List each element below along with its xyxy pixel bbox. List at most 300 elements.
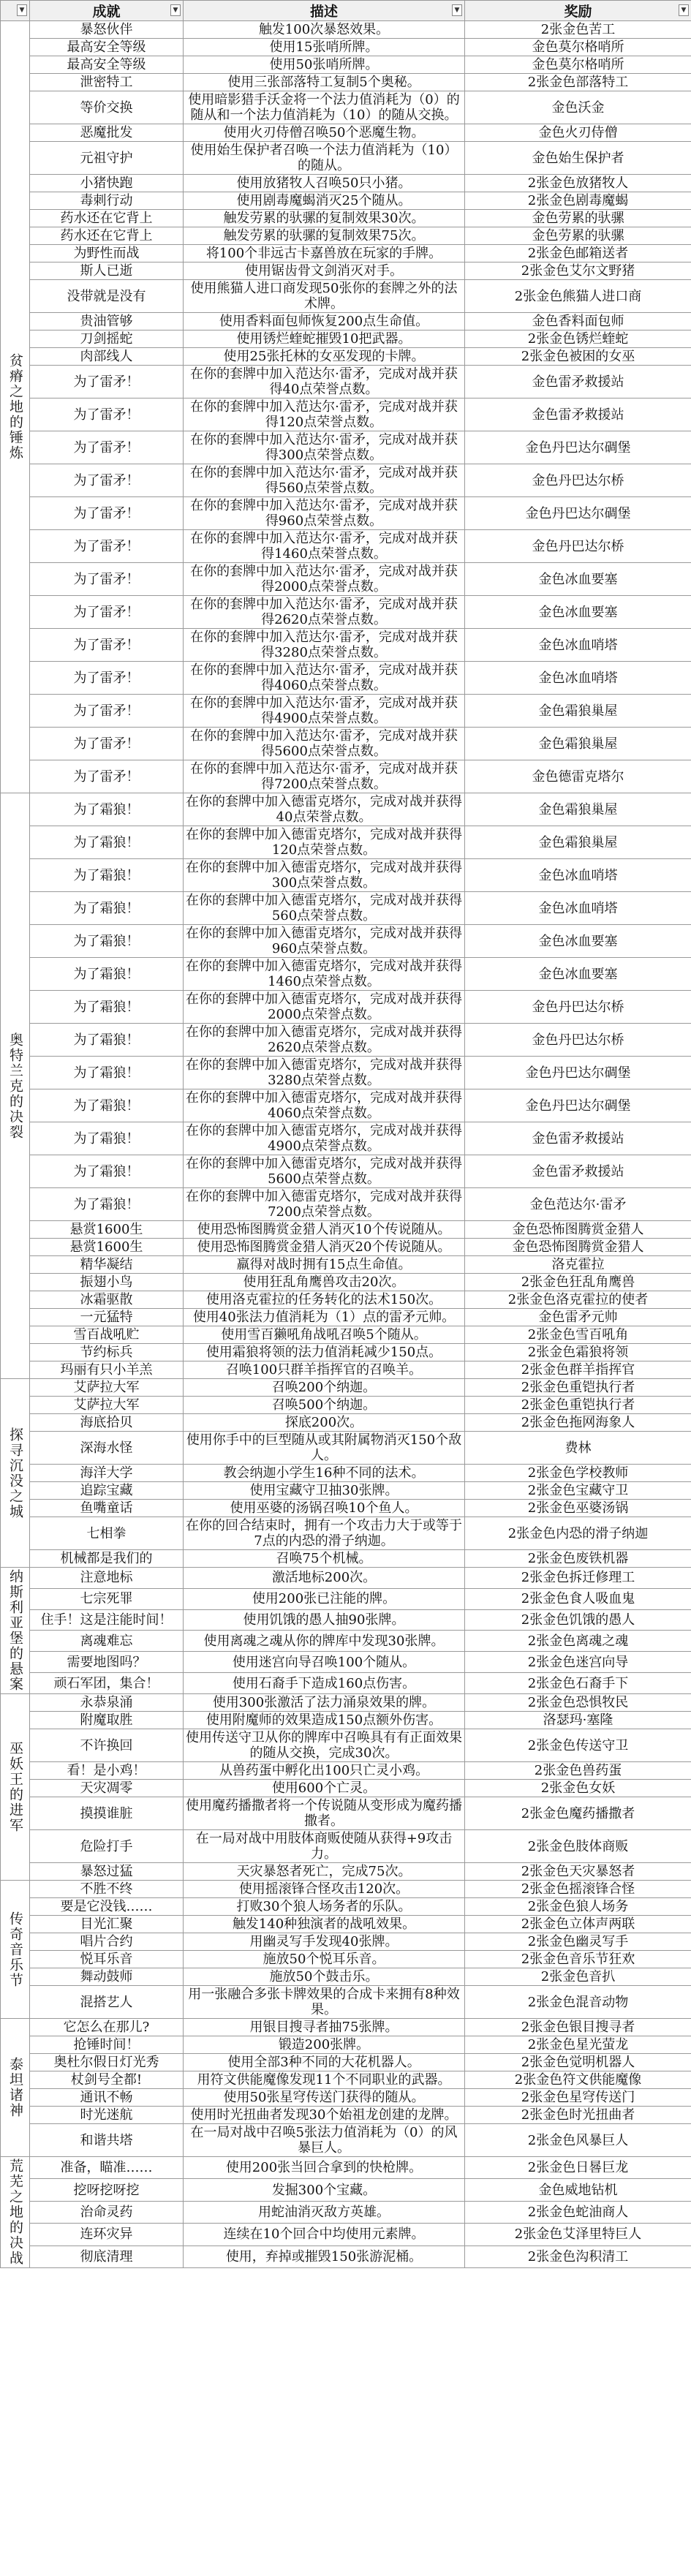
description-cell: 打败30个狼人场务者的乐队。 (184, 1898, 465, 1916)
achievement-cell: 艾萨拉大军 (30, 1397, 184, 1414)
achievement-cell: 为了霜狼！ (30, 1089, 184, 1122)
table-row (1, 1631, 691, 1652)
description-cell: 激活地标200次。 (184, 1568, 465, 1589)
achievement-cell: 七相拳 (30, 1517, 184, 1550)
description-cell: 使用放猪牧人召唤50只小猪。 (184, 175, 465, 192)
achievement-cell: 为了霜狼！ (30, 958, 184, 991)
achievement-cell: 肉部线人 (30, 348, 184, 366)
achievement-cell: 艾萨拉大军 (30, 1379, 184, 1397)
description-cell: 使用300张激活了法力涌泉效果的牌。 (184, 1694, 465, 1712)
filter-dropdown-icon[interactable]: ▼ (452, 4, 462, 16)
achievement-cell: 为了霜狼！ (30, 1024, 184, 1057)
header-achievement-label: 成就 (92, 4, 121, 20)
achievement-cell: 顽石军团，集合！ (30, 1673, 184, 1694)
header-achievement (30, 1, 184, 21)
description-cell: 在你的套牌中加入德雷克塔尔，完成对战并获得300点荣誉点数。 (184, 859, 465, 892)
description-cell: 在你的套牌中加入德雷克塔尔，完成对战并获得2000点荣誉点数。 (184, 991, 465, 1024)
description-cell: 使用三张部落特工复制5个奥秘。 (184, 74, 465, 91)
table-row (1, 1500, 691, 1517)
table-row (1, 695, 691, 728)
table-row (1, 313, 691, 331)
table-row (1, 497, 691, 530)
table-row (1, 1951, 691, 1968)
achievement-cell: 奥杜尔假日灯光秀 (30, 2054, 184, 2071)
table-row (1, 991, 691, 1024)
description-cell: 使用饥饿的愚人抽90张牌。 (184, 1609, 465, 1631)
achievement-cell: 为了雷矛！ (30, 530, 184, 563)
table-row (1, 142, 691, 175)
reward-cell: 2张金色幽灵写手 (465, 1933, 691, 1951)
reward-cell: 金色丹巴达尔碉堡 (465, 497, 691, 530)
achievement-cell: 悦耳乐音 (30, 1951, 184, 1968)
table-row (1, 958, 691, 991)
reward-cell: 2张金色被困的女巫 (465, 348, 691, 366)
achievement-cell: 为了雷矛！ (30, 662, 184, 695)
table-row (1, 2071, 691, 2089)
description-cell: 使用600个亡灵。 (184, 1780, 465, 1797)
table-row (1, 1122, 691, 1155)
description-cell: 施放50个鼓击乐。 (184, 1968, 465, 1986)
table-row (1, 2179, 691, 2201)
table-row (1, 1830, 691, 1863)
description-cell: 使用雪百獭吼角战吼召唤5个随从。 (184, 1326, 465, 1344)
table-row (1, 1155, 691, 1188)
description-cell: 触发100次暴怒效果。 (184, 21, 465, 39)
table-row (1, 760, 691, 793)
achievement-cell: 悬赏1600生 (30, 1221, 184, 1239)
description-cell: 使用霜狼将领的法力值消耗减少150点。 (184, 1344, 465, 1361)
filter-dropdown-icon[interactable]: ▼ (170, 4, 181, 16)
description-cell: 锻造200张牌。 (184, 2036, 465, 2054)
table-row (1, 1517, 691, 1550)
description-cell: 使用石裔手下造成160点伤害。 (184, 1673, 465, 1694)
reward-cell: 2张金色饥饿的愚人 (465, 1609, 691, 1631)
reward-cell: 2张金色放猪牧人 (465, 175, 691, 192)
table-row (1, 192, 691, 210)
achievement-cell: 贵油管够 (30, 313, 184, 331)
achievement-cell: 振翅小鸟 (30, 1274, 184, 1291)
achievement-cell: 危险打手 (30, 1830, 184, 1863)
description-cell: 羸得对战时拥有15点生命值。 (184, 1256, 465, 1274)
table-row (1, 2201, 691, 2223)
table-row (1, 530, 691, 563)
achievement-cell: 为了雷矛！ (30, 760, 184, 793)
description-cell: 用银目搜寻者抽75张牌。 (184, 2019, 465, 2036)
achievement-cell: 为了雷矛！ (30, 366, 184, 399)
table-row (1, 91, 691, 124)
table-row (1, 1089, 691, 1122)
achievement-cell: 海底拾贝 (30, 1414, 184, 1432)
table-row (1, 2107, 691, 2124)
achievement-cell: 抢锤时间！ (30, 2036, 184, 2054)
filter-dropdown-icon[interactable]: ▼ (17, 4, 27, 16)
description-cell: 使用始生保护者召唤一个法力值消耗为（10）的随从。 (184, 142, 465, 175)
reward-cell: 2张金色星穹传送门 (465, 2089, 691, 2107)
description-cell: 召唤200个纳迦。 (184, 1379, 465, 1397)
description-cell: 在你的套牌中加入范达尔·雷矛，完成对战并获得960点荣誉点数。 (184, 497, 465, 530)
reward-cell: 2张金色霜狼将领 (465, 1344, 691, 1361)
table-row (1, 1568, 691, 1589)
description-cell: 天灾暴怒者死亡，完成75次。 (184, 1863, 465, 1881)
table-row (1, 728, 691, 760)
description-cell: 在你的套牌中加入范达尔·雷矛，完成对战并获得300点荣誉点数。 (184, 431, 465, 464)
achievement-cell: 为了雷矛！ (30, 695, 184, 728)
reward-cell: 费林 (465, 1432, 691, 1465)
reward-cell: 2张金色狼人场务 (465, 1898, 691, 1916)
reward-cell: 2张金色重铠执行者 (465, 1379, 691, 1397)
achievement-cell: 准备，瞄准…… (30, 2157, 184, 2179)
reward-cell: 2张金色觉明机器人 (465, 2054, 691, 2071)
description-cell: 使用熊猫人进口商发现50张你的套牌之外的法术牌。 (184, 280, 465, 313)
achievement-cell: 为了雷矛！ (30, 497, 184, 530)
description-cell: 使用迷宫向导召唤100个随从。 (184, 1652, 465, 1673)
description-cell: 在你的套牌中加入范达尔·雷矛，完成对战并获得4060点荣誉点数。 (184, 662, 465, 695)
table-row (1, 74, 691, 91)
achievement-cell: 毒刺行动 (30, 192, 184, 210)
achievement-cell: 和谐共塔 (30, 2124, 184, 2157)
table-row (1, 1482, 691, 1500)
achievement-cell: 为野性而战 (30, 245, 184, 262)
description-cell: 使用巫婆的汤锅召唤10个鱼人。 (184, 1500, 465, 1517)
description-cell: 在你的套牌中加入德雷克塔尔，完成对战并获得2620点荣誉点数。 (184, 1024, 465, 1057)
description-cell: 使用你手中的巨型随从或其附属物消灭150个敌人。 (184, 1432, 465, 1465)
description-cell: 触发劳累的驮骡的复制效果75次。 (184, 227, 465, 245)
achievement-cell: 小猪快跑 (30, 175, 184, 192)
group-label: 传奇音乐节 (1, 1881, 30, 2019)
description-cell: 使用25张托林的女巫发现的卡牌。 (184, 348, 465, 366)
reward-cell: 金色雷矛救援站 (465, 399, 691, 431)
achievement-cell: 不许换回 (30, 1729, 184, 1762)
reward-cell: 2张金色魔药播撒者 (465, 1797, 691, 1830)
table-row (1, 1379, 691, 1397)
achievement-cell: 暴怒伙伴 (30, 21, 184, 39)
reward-cell: 金色霜狼巢屋 (465, 695, 691, 728)
reward-cell: 2张金色音扒 (465, 1968, 691, 1986)
achievement-cell: 恶魔批发 (30, 124, 184, 142)
description-cell: 在你的套牌中加入范达尔·雷矛，完成对战并获得2000点荣誉点数。 (184, 563, 465, 596)
achievement-cell: 雪百战吼贮 (30, 1326, 184, 1344)
table-row (1, 793, 691, 826)
table-row (1, 1588, 691, 1609)
achievement-cell: 最高安全等级 (30, 39, 184, 56)
reward-cell: 金色雷矛元帅 (465, 1309, 691, 1326)
table-row (1, 1397, 691, 1414)
reward-cell: 2张金色时光扭曲者 (465, 2107, 691, 2124)
achievement-cell: 目光汇聚 (30, 1916, 184, 1933)
description-cell: 使用传送守卫从你的牌库中召唤具有有正面效果的随从交换，完成30次。 (184, 1729, 465, 1762)
reward-cell: 金色冰血要塞 (465, 925, 691, 958)
table-row (1, 399, 691, 431)
description-cell: 使用火刃侍僧召唤50个恶魔生物。 (184, 124, 465, 142)
achievement-cell: 混搭艺人 (30, 1986, 184, 2019)
reward-cell: 2张金色废铁机器 (465, 1550, 691, 1568)
description-cell: 在你的套牌中加入德雷克塔尔，完成对战并获得4900点荣誉点数。 (184, 1122, 465, 1155)
reward-cell: 2张金色部落特工 (465, 74, 691, 91)
description-cell: 在你的套牌中加入德雷克塔尔，完成对战并获得4060点荣誉点数。 (184, 1089, 465, 1122)
achievement-cell: 泄密特工 (30, 74, 184, 91)
description-cell: 在你的套牌中加入德雷克塔尔，完成对战并获得120点荣誉点数。 (184, 826, 465, 859)
reward-cell: 2张金色艾泽里特巨人 (465, 2224, 691, 2245)
description-cell: 在你的套牌中加入德雷克塔尔，完成对战并获得960点荣誉点数。 (184, 925, 465, 958)
reward-cell: 金色丹巴达尔桥 (465, 991, 691, 1024)
description-cell: 使用，弃掉或摧毁150张游泥桶。 (184, 2245, 465, 2267)
description-cell: 使用40张法力值消耗为（1）点的雷矛元帅。 (184, 1309, 465, 1326)
achievement-cell: 为了霜狼！ (30, 1188, 184, 1221)
table-row (1, 1274, 691, 1291)
reward-cell: 金色范达尔·雷矛 (465, 1188, 691, 1221)
reward-cell: 金色丹巴达尔碉堡 (465, 1089, 691, 1122)
description-cell: 使用摇滚锋合怪攻击120次。 (184, 1881, 465, 1898)
achievement-cell: 等价交换 (30, 91, 184, 124)
reward-cell: 金色香料面包师 (465, 313, 691, 331)
description-cell: 在一局对战中用肢体商贩使随从获得+9攻击力。 (184, 1830, 465, 1863)
reward-cell: 金色丹巴达尔碉堡 (465, 1057, 691, 1089)
table-row (1, 2054, 691, 2071)
achievement-cell: 附魔取胜 (30, 1712, 184, 1729)
description-cell: 使用15张哨所牌。 (184, 39, 465, 56)
achievement-cell: 永恭泉涌 (30, 1694, 184, 1712)
table-row (1, 892, 691, 925)
description-cell: 在你的套牌中加入德雷克塔尔，完成对战并获得40点荣誉点数。 (184, 793, 465, 826)
table-row (1, 2036, 691, 2054)
filter-dropdown-icon[interactable]: ▼ (679, 4, 689, 16)
table-row (1, 331, 691, 348)
table-row (1, 124, 691, 142)
achievement-cell: 彻底清理 (30, 2245, 184, 2267)
achievement-cell: 它怎么在那儿? (30, 2019, 184, 2036)
table-row (1, 1256, 691, 1274)
table-row (1, 1326, 691, 1344)
description-cell: 在你的套牌中加入范达尔·雷矛，完成对战并获得4900点荣誉点数。 (184, 695, 465, 728)
achievement-cell: 为了雷矛！ (30, 596, 184, 629)
description-cell: 使用恐怖图腾赏金猎人消灭10个传说随从。 (184, 1221, 465, 1239)
reward-cell: 2张金色日晷巨龙 (465, 2157, 691, 2179)
achievement-cell: 挖呀挖呀挖 (30, 2179, 184, 2201)
reward-cell: 2张金色苦工 (465, 21, 691, 39)
reward-cell: 金色始生保护者 (465, 142, 691, 175)
reward-cell: 2张金色蛇油商人 (465, 2201, 691, 2223)
header-reward (465, 1, 691, 21)
reward-cell: 2张金色传送守卫 (465, 1729, 691, 1762)
reward-cell: 金色劳累的驮骡 (465, 210, 691, 227)
reward-cell: 金色丹巴达尔桥 (465, 464, 691, 497)
achievement-cell: 海洋大学 (30, 1465, 184, 1482)
table-row (1, 826, 691, 859)
description-cell: 召唤75个机械。 (184, 1550, 465, 1568)
table-row (1, 1239, 691, 1256)
group-label: 荒芜之地的决战 (1, 2157, 30, 2268)
description-cell: 使用狂乱角鹰兽攻击20次。 (184, 1274, 465, 1291)
achievement-cell: 为了雷矛！ (30, 464, 184, 497)
reward-cell: 金色劳累的驮骡 (465, 227, 691, 245)
reward-cell: 2张金色雪百吼角 (465, 1326, 691, 1344)
achievement-cell: 为了霜狼！ (30, 793, 184, 826)
table-row (1, 431, 691, 464)
achievement-cell: 鱼嘴童话 (30, 1500, 184, 1517)
reward-cell: 2张金色混音动物 (465, 1986, 691, 2019)
achievement-cell: 通讯不畅 (30, 2089, 184, 2107)
table-row (1, 1673, 691, 1694)
achievement-cell: 为了霜狼！ (30, 826, 184, 859)
reward-cell: 2张金色学校教师 (465, 1465, 691, 1482)
description-cell: 教会纳迦小学生16种不同的法术。 (184, 1465, 465, 1482)
reward-cell: 金色恐怖图腾赏金猎人 (465, 1239, 691, 1256)
reward-cell: 2张金色肢体商贩 (465, 1830, 691, 1863)
description-cell: 使用200张已注能的牌。 (184, 1588, 465, 1609)
group-label: 奥特兰克的决裂 (1, 793, 30, 1379)
description-cell: 使用宝藏守卫抽30张牌。 (184, 1482, 465, 1500)
achievement-cell: 天灾凋零 (30, 1780, 184, 1797)
reward-cell: 2张金色巫婆汤锅 (465, 1500, 691, 1517)
achievement-cell: 机械都是我们的 (30, 1550, 184, 1568)
description-cell: 使用全部3种不同的大花机器人。 (184, 2054, 465, 2071)
description-cell: 用符文供能魔像发现11个不同职业的武器。 (184, 2071, 465, 2089)
table-row (1, 925, 691, 958)
achievement-cell: 看！是小鸡！ (30, 1762, 184, 1780)
group-label: 巫妖王的进军 (1, 1694, 30, 1881)
achievement-cell: 斯人已逝 (30, 262, 184, 280)
table-row (1, 1881, 691, 1898)
achievement-cell: 暴怒过猛 (30, 1863, 184, 1881)
reward-cell: 2张金色摇滚锋合怪 (465, 1881, 691, 1898)
achievement-cell: 连环灾异 (30, 2224, 184, 2245)
header-description (184, 1, 465, 21)
achievement-cell: 住手！这是注能时间！ (30, 1609, 184, 1631)
description-cell: 使用50张星穹传送门获得的随从。 (184, 2089, 465, 2107)
achievement-cell: 刀剑摇蛇 (30, 331, 184, 348)
reward-cell: 金色冰血哨塔 (465, 662, 691, 695)
achievement-cell: 玛丽有只小羊羔 (30, 1361, 184, 1379)
achievement-cell: 舞动鼓师 (30, 1968, 184, 1986)
achievement-cell: 时光迷航 (30, 2107, 184, 2124)
table-row (1, 1652, 691, 1673)
description-cell: 使用时光扭曲者发现30个始祖龙创建的龙牌。 (184, 2107, 465, 2124)
table-row (1, 1344, 691, 1361)
description-cell: 使用剧毒魔蝎消灭25个随从。 (184, 192, 465, 210)
description-cell: 触发劳累的驮骡的复制效果30次。 (184, 210, 465, 227)
description-cell: 在你的回合结束时，拥有一个攻击力大于或等于7点的内恐的滑子纳迦。 (184, 1517, 465, 1550)
achievement-cell: 为了雷矛！ (30, 399, 184, 431)
achievement-cell: 深海水怪 (30, 1432, 184, 1465)
achievement-cell: 为了雷矛！ (30, 563, 184, 596)
achievement-cell: 摸摸谁脏 (30, 1797, 184, 1830)
reward-cell: 2张金色符文供能魔像 (465, 2071, 691, 2089)
group-label: 纳斯利亚堡的悬案 (1, 1568, 30, 1694)
achievement-cell: 为了霜狼！ (30, 1155, 184, 1188)
achievement-cell: 杖剑号全都! (30, 2071, 184, 2089)
reward-cell: 金色冰血要塞 (465, 596, 691, 629)
reward-cell: 金色沃金 (465, 91, 691, 124)
reward-cell: 金色雷矛救援站 (465, 366, 691, 399)
description-cell: 用一张融合多张卡牌效果的合成卡来拥有8种效果。 (184, 1986, 465, 2019)
reward-cell: 金色冰血要塞 (465, 563, 691, 596)
reward-cell: 金色冰血哨塔 (465, 629, 691, 662)
reward-cell: 2张金色邮箱送者 (465, 245, 691, 262)
description-cell: 从兽药蛋中孵化出100只亡灵小鸡。 (184, 1762, 465, 1780)
header-reward-label: 奖励 (564, 4, 592, 20)
group-label: 贫瘠之地的锤炼 (1, 21, 30, 793)
table-row (1, 39, 691, 56)
reward-cell: 金色霜狼巢屋 (465, 728, 691, 760)
reward-cell: 2张金色锈烂蝰蛇 (465, 331, 691, 348)
description-cell: 使用离魂之魂从你的牌库中发现30张牌。 (184, 1631, 465, 1652)
table-row (1, 1291, 691, 1309)
table-row (1, 1986, 691, 2019)
table-row (1, 1188, 691, 1221)
reward-cell: 2张金色风暴巨人 (465, 2124, 691, 2157)
table-row (1, 1933, 691, 1951)
description-cell: 在你的套牌中加入范达尔·雷矛，完成对战并获得3280点荣誉点数。 (184, 629, 465, 662)
description-cell: 使用200张当回合拿到的快枪牌。 (184, 2157, 465, 2179)
reward-cell: 2张金色女妖 (465, 1780, 691, 1797)
description-cell: 在你的套牌中加入范达尔·雷矛，完成对战并获得40点荣誉点数。 (184, 366, 465, 399)
table-row (1, 1221, 691, 1239)
description-cell: 在你的套牌中加入德雷克塔尔，完成对战并获得3280点荣誉点数。 (184, 1057, 465, 1089)
table-row (1, 262, 691, 280)
description-cell: 使用洛克霍拉的任务转化的法术150次。 (184, 1291, 465, 1309)
group-label: 探寻沉没之城 (1, 1379, 30, 1568)
achievement-cell: 治命灵药 (30, 2201, 184, 2223)
description-cell: 在你的套牌中加入范达尔·雷矛，完成对战并获得7200点荣誉点数。 (184, 760, 465, 793)
table-row (1, 596, 691, 629)
reward-cell: 洛瑟玛·塞隆 (465, 1712, 691, 1729)
table-row (1, 56, 691, 74)
achievement-cell: 为了霜狼！ (30, 892, 184, 925)
description-cell: 在你的套牌中加入范达尔·雷矛，完成对战并获得560点荣誉点数。 (184, 464, 465, 497)
description-cell: 在你的套牌中加入范达尔·雷矛，完成对战并获得1460点荣誉点数。 (184, 530, 465, 563)
table-row (1, 2245, 691, 2267)
reward-cell: 2张金色天灾暴怒者 (465, 1863, 691, 1881)
achievement-cell: 离魂难忘 (30, 1631, 184, 1652)
description-cell: 探底200次。 (184, 1414, 465, 1432)
table-row (1, 563, 691, 596)
table-row (1, 1432, 691, 1465)
description-cell: 使用附魔师的效果造成150点额外伤害。 (184, 1712, 465, 1729)
achievement-cell: 为了霜狼！ (30, 991, 184, 1024)
achievement-cell: 精华凝结 (30, 1256, 184, 1274)
description-cell: 使用锯齿骨文剑消灭对手。 (184, 262, 465, 280)
reward-cell: 2张金色银目搜寻者 (465, 2019, 691, 2036)
table-row (1, 662, 691, 695)
reward-cell: 2张金色迷宫向导 (465, 1652, 691, 1673)
description-cell: 在你的套牌中加入德雷克塔尔，完成对战并获得5600点荣誉点数。 (184, 1155, 465, 1188)
reward-cell: 2张金色沟积清工 (465, 2245, 691, 2267)
achievement-cell: 七宗死罪 (30, 1588, 184, 1609)
table-row (1, 1797, 691, 1830)
table-row (1, 1309, 691, 1326)
description-cell: 使用魔药播撒者将一个传说随从变形成为魔药播撒者。 (184, 1797, 465, 1830)
table-row (1, 1057, 691, 1089)
achievement-cell: 为了霜狼！ (30, 1057, 184, 1089)
description-cell: 用蛇油消灭敌方英雄。 (184, 2201, 465, 2223)
description-cell: 在你的套牌中加入范达尔·雷矛，完成对战并获得2620点荣誉点数。 (184, 596, 465, 629)
description-cell: 在你的套牌中加入德雷克塔尔，完成对战并获得1460点荣誉点数。 (184, 958, 465, 991)
achievement-cell: 追踪宝藏 (30, 1482, 184, 1500)
table-row (1, 1550, 691, 1568)
achievement-cell: 元祖守护 (30, 142, 184, 175)
table-row (1, 1968, 691, 1986)
reward-cell: 2张金色拖网海象人 (465, 1414, 691, 1432)
table-row (1, 2224, 691, 2245)
reward-cell: 2张金色内恐的滑子纳迦 (465, 1517, 691, 1550)
table-row (1, 280, 691, 313)
reward-cell: 2张金色洛克霍拉的使者 (465, 1291, 691, 1309)
reward-cell: 2张金色星光萤龙 (465, 2036, 691, 2054)
description-cell: 使用锈烂蝰蛇摧毁10把武器。 (184, 331, 465, 348)
table-row (1, 1609, 691, 1631)
reward-cell: 金色冰血哨塔 (465, 859, 691, 892)
description-cell: 使用暗影猎手沃金将一个法力值消耗为（0）的随从和一个法力值消耗为（10）的随从交换。 (184, 91, 465, 124)
